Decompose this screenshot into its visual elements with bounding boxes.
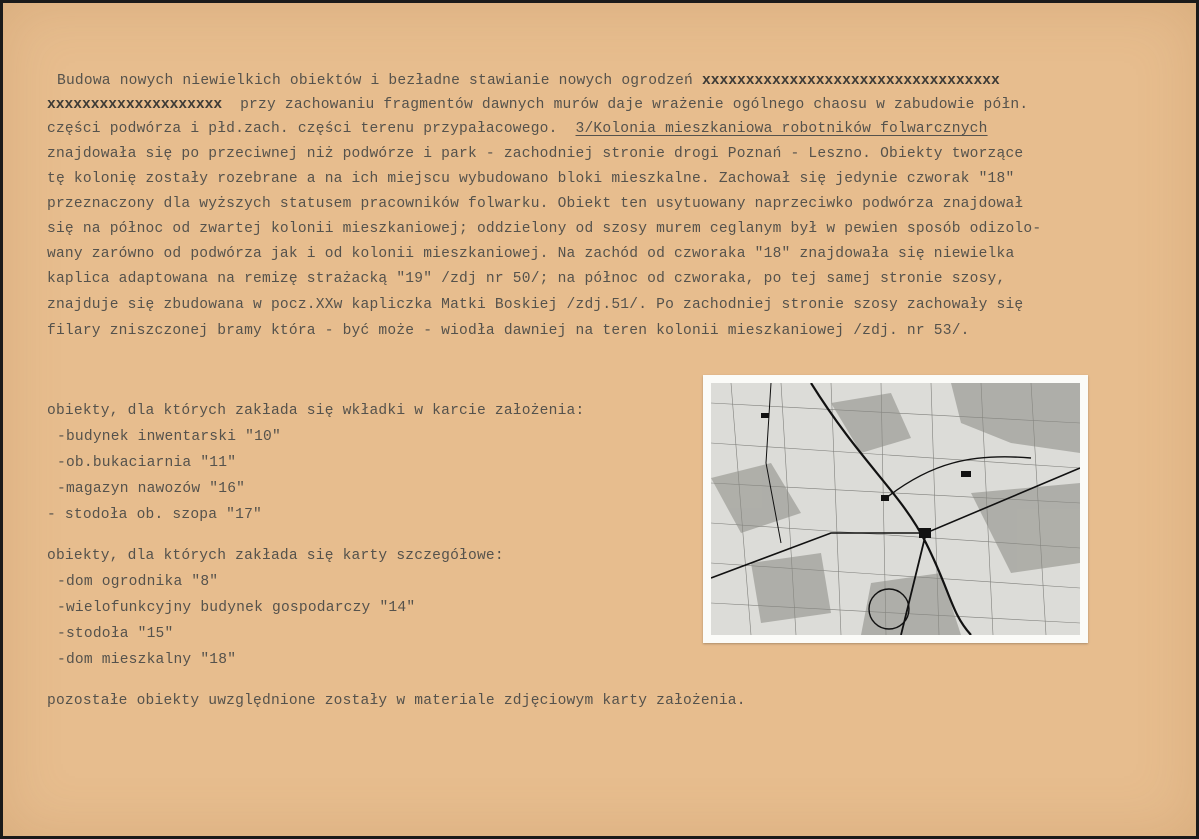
paragraph-line-7: się na północ od zwartej kolonii mieszkaniowej; oddzielony od szosy murem ceglanym był w pewien sposób odizolo- [47,221,1042,237]
inserts-heading: obiekty, dla których zakłada się wkładki w karcie założenia: [47,403,585,419]
paragraph-line-11: filary zniszczonej bramy która - być może - wiodła dawniej na teren kolonii mieszkaniowej /zdj. nr 53/. [47,323,970,339]
detail-cards-item: -dom ogrodnika "8" [57,574,219,590]
detail-cards-item: -wielofunkcyjny budynek gospodarczy "14" [57,600,416,616]
paragraph-line-8: wany zarówno od podwórza jak i od kolonii mieszkaniowej. Na zachód od czworaka "18" znajdowała się niewielka [47,246,1015,262]
typed-text [3,3,1042,709]
paragraph-line-5: tę kolonię zostały rozebrane a na ich miejscu wybudowano bloki mieszkalne. Zachował się jedynie czworak "18" [47,171,1015,187]
detail-cards-heading: obiekty, dla których zakłada się karty szczegółowe: [47,548,504,564]
paragraph-line-10: znajduje się zbudowana w pocz.XXw kapliczka Matki Boskiej /zdj.51/. Po zachodniej stronie szosy zachowały się [47,297,1024,313]
paragraph-line-2 [47,97,1028,113]
paragraph-line-9: kaplica adaptowana na remizę strażacką "19" /zdj nr 50/; na północ od czworaka, po tej samej stronie szosy, [47,271,1006,287]
detail-cards-item: -stodoła "15" [57,626,174,642]
line-text: przy zachowaniu fragmentów dawnych murów daje wrażenie ogólnego chaosu w zabudowie półn. [222,97,1029,113]
map-photograph [703,375,1088,643]
struck-out-text: xxxxxxxxxxxxxxxxxxxx [47,97,223,113]
underlined-heading: 3/Kolonia mieszkaniowa robotników folwarcznych [575,121,988,137]
paragraph-line-6: przeznaczony dla wyższych statusem pracowników folwarku. Obiekt ten usytuowany naprzeciwko podwórza znajdował [47,196,1024,212]
paragraph-line-3 [47,121,988,137]
inserts-item: -budynek inwentarski "10" [57,429,281,445]
inserts-item: - stodoła ob. szopa "17" [47,507,262,523]
paragraph-line-4: znajdowała się po przeciwnej niż podwórze i park - zachodniej stronie drogi Poznań - Leszno. Obiekty tworzące [47,146,1024,162]
struck-out-text: xxxxxxxxxxxxxxxxxxxxxxxxxxxxxxxxxx [701,73,1000,89]
footer-note: pozostałe obiekty uwzględnione zostały w materiale zdjęciowym karty założenia. [47,693,746,709]
line-text: części podwórza i płd.zach. części terenu przypałacowego. [47,121,576,137]
inserts-item: -ob.bukaciarnia "11" [57,455,237,471]
inserts-item: -magazyn nawozów "16" [57,481,246,497]
document-page [3,3,1196,836]
detail-cards-item: -dom mieszkalny "18" [57,652,237,668]
paragraph-line-1 [57,73,1000,89]
map-illustration [711,383,1080,635]
line-text: Budowa nowych niewielkich obiektów i bezładne stawianie nowych ogrodzeń [57,73,702,89]
